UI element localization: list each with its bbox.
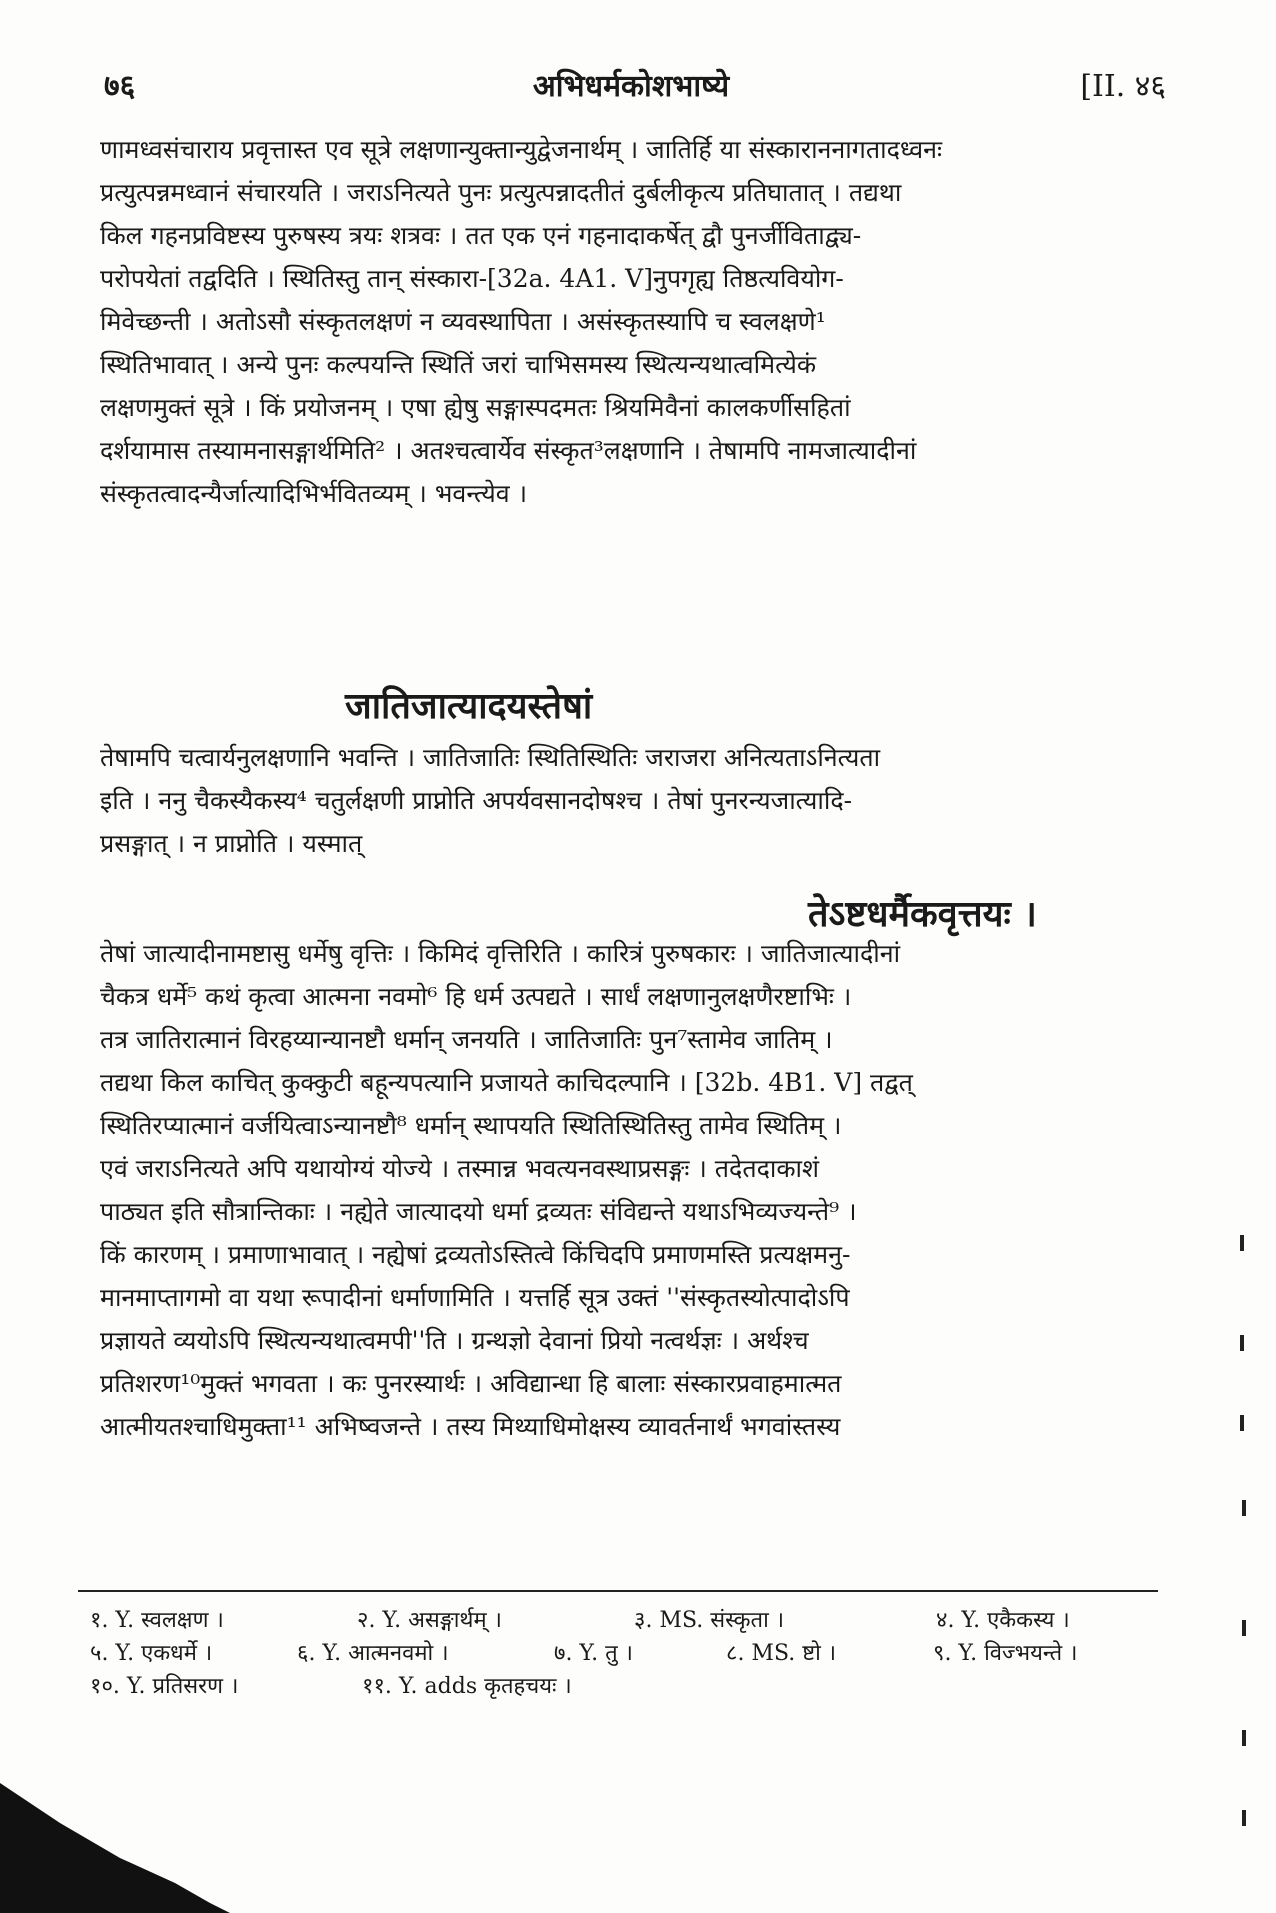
text-line: तेषामपि चत्वार्यनुलक्षणानि भवन्ति । जातिजातिः स्थितिस्थितिः जराजरा अनित्यताऽनित्यता xyxy=(100,743,881,772)
text-line: स्थितिभावात् । अन्ये पुनः कल्पयन्ति स्थितिं जरां चाभिसमस्य स्थित्यन्यथात्वमित्येकं xyxy=(100,350,817,379)
margin-speck xyxy=(1242,1730,1246,1746)
paragraph-3 xyxy=(100,932,1150,1448)
text-line: दर्शयामास तस्यामनासङ्गार्थमिति² । अतश्चत्वार्येव संस्कृत³लक्षणानि । तेषामपि नामजात्यादीनां xyxy=(100,436,917,465)
footnote: २. Y. असङ्गार्थम् । xyxy=(357,1608,502,1633)
footnote-row xyxy=(90,1604,1160,1637)
margin-speck xyxy=(1242,1620,1246,1636)
footnote: ७. Y. तु । xyxy=(554,1641,633,1666)
footnote: ८. MS. ष्टो । xyxy=(726,1641,837,1666)
karika-verse-2: तेऽष्टधर्मैकवृत्तयः । xyxy=(808,893,1037,935)
paragraph-1 xyxy=(100,128,1150,515)
footnote: ६. Y. आत्मनवमो । xyxy=(297,1641,449,1666)
text-line: णामध्वसंचाराय प्रवृत्तास्त एव सूत्रे लक्षणान्युक्तान्युद्वेजनार्थम् । जातिर्हि या संस्काराननागतादध्वनः xyxy=(100,135,943,164)
text-line: प्रसङ्गात् । न प्राप्नोति । यस्मात् xyxy=(100,829,363,858)
footnote-divider xyxy=(78,1590,1158,1592)
text-line: पाठ्यत इति सौत्रान्तिकाः । नह्येते जात्यादयो धर्मा द्रव्यतः संविद्यन्ते यथाऽभिव्यज्यन्ते⁹ । xyxy=(100,1197,857,1226)
scan-shadow-mark xyxy=(0,1753,230,1913)
margin-speck xyxy=(1240,1235,1244,1251)
text-line: मिवेच्छन्ती । अतोऽसौ संस्कृतलक्षणं न व्यवस्थापिता । असंस्कृतस्यापि च स्वलक्षणे¹ xyxy=(100,307,826,336)
page-header xyxy=(96,64,1166,114)
footnote: १. Y. स्वलक्षण । xyxy=(90,1608,224,1633)
footnote-row xyxy=(90,1637,1160,1670)
margin-speck xyxy=(1242,1500,1246,1516)
text-line: इति । ननु चैकस्यैकस्य⁴ चतुर्लक्षणी प्राप्नोति अपर्यवसानदोषश्च । तेषां पुनरन्यजात्यादि- xyxy=(100,786,853,815)
text-line: लक्षणमुक्तं सूत्रे । किं प्रयोजनम् । एषा ह्येषु सङ्गास्पदमतः श्रियमिवैनां कालकर्णीसहितां xyxy=(100,393,851,422)
text-line: प्रतिशरण¹⁰मुक्तं भगवता । कः पुनरस्यार्थः । अविद्यान्धा हि बालाः संस्कारप्रवाहमात्मत xyxy=(100,1369,842,1398)
text-line: प्रज्ञायते व्ययोऽपि स्थित्यन्यथात्वमपी''ति । ग्रन्थज्ञो देवानां प्रियो नत्वर्थज्ञः । अर्थश्च xyxy=(100,1326,809,1355)
text-line: एवं जराऽनित्यते अपि यथायोग्यं योज्ये । तस्मान्न भवत्यनवस्थाप्रसङ्गः । तदेतदाकाशं xyxy=(100,1154,819,1183)
text-line: तत्र जातिरात्मानं विरहय्यान्यानष्टौ धर्मान् जनयति । जातिजातिः पुन⁷स्तामेव जातिम् । xyxy=(100,1025,833,1054)
footnotes xyxy=(90,1604,1160,1703)
page-number: ७६ xyxy=(104,69,136,104)
footnote: ११. Y. adds कृतहचयः । xyxy=(362,1674,572,1699)
footnote: ३. MS. संस्कृता । xyxy=(634,1608,785,1633)
paragraph-2 xyxy=(100,736,1150,865)
footnote-row xyxy=(90,1670,1160,1703)
text-line: किं कारणम् । प्रमाणाभावात् । नह्येषां द्रव्यतोऽस्तित्वे किंचिदपि प्रमाणमस्ति प्रत्यक्षमनु- xyxy=(100,1240,851,1269)
footnote: ४. Y. एकैकस्य । xyxy=(936,1608,1070,1633)
text-line: प्रत्युत्पन्नमध्वानं संचारयति । जराऽनित्यते पुनः प्रत्युत्पन्नादतीतं दुर्बलीकृत्य प्रतिघातात् । तद्यथा xyxy=(100,178,902,207)
text-line: परोपयेतां तद्वदिति । स्थितिस्तु तान् संस्कारा-[32a. 4A1. V]नुपगृह्य तिष्ठत्यवियोग- xyxy=(100,264,844,293)
text-line: किल गहनप्रविष्टस्य पुरुषस्य त्रयः शत्रवः । तत एक एनं गहनादाकर्षेत् द्वौ पुनर्जीविताद्व्य- xyxy=(100,221,862,250)
footnote: १०. Y. प्रतिसरण । xyxy=(90,1674,239,1699)
text-line: संस्कृतत्वादन्यैर्जात्यादिभिर्भवितव्यम् । भवन्त्येव । xyxy=(100,479,528,508)
karika-verse-1: जातिजात्यादयस्तेषां xyxy=(345,685,593,727)
footnote: ५. Y. एकधर्मे । xyxy=(90,1641,213,1666)
text-line: मानमाप्तागमो वा यथा रूपादीनां धर्माणामिति । यत्तर्हि सूत्र उक्तं ''संस्कृतस्योत्पादोऽपि xyxy=(100,1283,850,1312)
text-line: चैकत्र धर्मे⁵ कथं कृत्वा आत्मना नवमो⁶ हि धर्म उत्पद्यते । सार्धं लक्षणानुलक्षणैरष्टाभिः । xyxy=(100,982,852,1011)
text-line: तद्यथा किल काचित् कुक्कुटी बहून्यपत्यानि प्रजायते काचिदल्पानि । [32b. 4B1. V] तद्वत् xyxy=(100,1068,913,1097)
margin-speck xyxy=(1242,1810,1246,1826)
section-reference: [II. ४६ xyxy=(1080,69,1166,104)
margin-speck xyxy=(1240,1335,1244,1351)
footnote: ९. Y. विज्भयन्ते । xyxy=(933,1641,1078,1666)
text-line: स्थितिरप्यात्मानं वर्जयित्वाऽन्यानष्टौ⁸ धर्मान् स्थापयति स्थितिस्थितिस्तु तामेव स्थितिम् । xyxy=(100,1111,842,1140)
margin-speck xyxy=(1240,1415,1244,1431)
text-line: तेषां जात्यादीनामष्टासु धर्मेषु वृत्तिः । किमिदं वृत्तिरिति । कारित्रं पुरुषकारः । जातिजात्यादीनां xyxy=(100,939,901,968)
running-title: अभिधर्मकोशभाष्ये xyxy=(532,69,730,104)
text-line: आत्मीयतश्चाधिमुक्ता¹¹ अभिष्वजन्ते । तस्य मिथ्याधिमोक्षस्य व्यावर्तनार्थं भगवांस्तस्य xyxy=(100,1412,841,1441)
